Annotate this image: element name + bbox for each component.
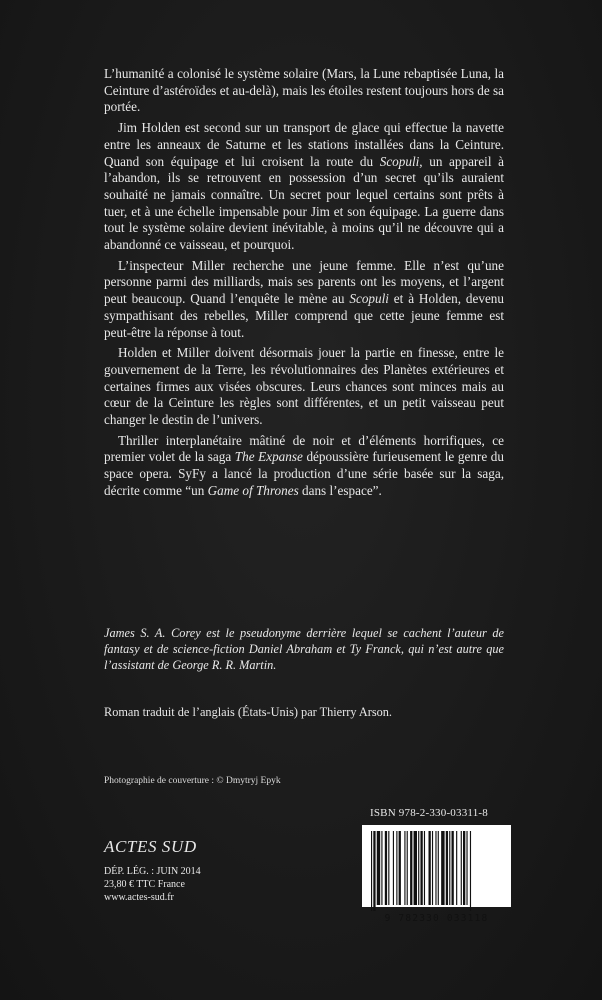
barcode-bar xyxy=(418,831,419,905)
barcode-bar xyxy=(396,831,397,905)
blurb-p3-text-a: L’inspecteur Miller recherche une jeune femme. Elle n’est qu’une personne parmi des milliards, mais ses parents ont les moyens, et l’argent peut beaucoup. Quand l’enquête le mène au xyxy=(104,257,504,307)
barcode-bar xyxy=(432,831,433,905)
blurb-p5-text-b: dépoussière furieusement le genre du space opera. SyFy a lancé la production d’une série basée sur la saga, décrite comme “un xyxy=(104,449,504,498)
blurb-text xyxy=(104,66,504,504)
blurb-p4-text: Holden et Miller doivent désormais jouer la partie en finesse, entre le gouvernement de la Terre, les révolutionnaires des Planètes extérieures et certaines firmes aux visées obscures. Leurs chances sont minces mais au cœur de la Ceinture les règles sont différentes, et un petit vaisseau peut changer le destin de l’univers. xyxy=(104,345,504,428)
barcode-bar xyxy=(399,831,401,905)
barcode-bar xyxy=(410,831,412,905)
publisher-website: www.actes-sud.fr xyxy=(104,891,174,903)
translation-credit: Roman traduit de l’anglais (États-Unis) par Thierry Arson. xyxy=(104,705,392,719)
barcode-bar xyxy=(435,831,436,905)
barcode-bar xyxy=(420,831,422,905)
blurb-paragraph-5 xyxy=(104,433,504,500)
blurb-p2-text-a: Jim Holden est second sur un transport de glace qui effectue la navette entre les anneaux de Saturne et les stations installées dans la Ceinture. Quand son équipage et lui croisent la route du xyxy=(104,120,504,169)
legal-info xyxy=(104,866,304,904)
barcode-bar xyxy=(456,831,457,905)
barcode-bar xyxy=(449,831,450,905)
barcode-bar xyxy=(441,831,444,905)
blurb-p5-text-a: Thriller interplanétaire mâtiné de noir et d’éléments horrifiques, ce premier volet de la saga xyxy=(104,432,504,465)
barcode-bar xyxy=(373,831,375,911)
blurb-p3-text-b: et à Holden, devenu sympathisant des rebelles, Miller comprend que cette jeune femme est peut-être la réponse à tout. xyxy=(104,291,504,340)
ship-name: Scopuli xyxy=(349,291,389,307)
series-title: The Expanse xyxy=(234,449,303,465)
ship-name: Scopuli xyxy=(379,153,420,169)
got-title: Game of Thrones xyxy=(207,482,299,498)
barcode-bar xyxy=(452,831,454,905)
photo-credit: Photographie de couverture : © Dmytryj Epyk xyxy=(104,776,281,786)
barcode-bar xyxy=(446,831,448,905)
barcode-bar xyxy=(461,831,462,905)
barcode-bar xyxy=(385,831,387,905)
barcode-bar xyxy=(407,831,408,905)
barcode-bar xyxy=(466,831,467,905)
barcode-icon xyxy=(362,825,511,925)
blurb-paragraph-1 xyxy=(104,66,504,116)
barcode-bar xyxy=(388,831,389,905)
barcode-bar xyxy=(414,831,417,905)
blurb-p2-text-b: , un appareil à l’abandon, ils se retrouvent en possession d’un secret qu’ils auraient souhaité ne jamais connaître. Un secret pour lequel certains sont prêts à tuer, et à une échelle impensable pour Jim et son équipage. La guerre dans tout le système solaire devient inévitable, à moins qu’il ne découvre qui a abandonné ce vaisseau, et pourquoi. xyxy=(104,153,504,253)
author-note: James S. A. Corey est le pseudonyme derrière lequel se cachent l’auteur de fantasy et de science-fiction Daniel Abraham et Ty Franck, qui n’est autre que l’assistant de George R. R. Martin. xyxy=(104,626,504,672)
blurb-paragraph-3 xyxy=(104,258,504,342)
isbn-barcode xyxy=(362,825,511,924)
blurb-paragraph-2 xyxy=(104,120,504,254)
barcode-digits: 9 782330 033118 xyxy=(384,913,489,924)
barcode-bar xyxy=(381,831,382,905)
barcode-bar xyxy=(470,831,471,911)
blurb-paragraph-4 xyxy=(104,345,504,429)
barcode-bar xyxy=(404,831,405,905)
barcode-bar xyxy=(463,831,465,905)
barcode-bar xyxy=(393,831,394,905)
barcode-bar xyxy=(429,831,431,905)
blurb-p1-text: L’humanité a colonisé le système solaire (Mars, la Lune rebaptisée Luna, la Ceinture d’astéroïdes et au-delà), mais les étoiles restent toujours hors de sa portée. xyxy=(104,66,504,115)
price-label: 23,80 € TTC France xyxy=(104,878,185,890)
barcode-bar xyxy=(424,831,425,905)
barcode-bar xyxy=(377,831,380,905)
barcode-bar xyxy=(371,831,372,911)
legal-deposit: DÉP. LÉG. : JUIN 2014 xyxy=(104,866,201,877)
blurb-p5-text-c: dans l’espace”. xyxy=(298,482,382,498)
isbn-number: ISBN 978-2-330-03311-8 xyxy=(370,807,488,819)
barcode-bar xyxy=(438,831,439,905)
publisher-logo: ACTES SUD xyxy=(104,837,197,856)
